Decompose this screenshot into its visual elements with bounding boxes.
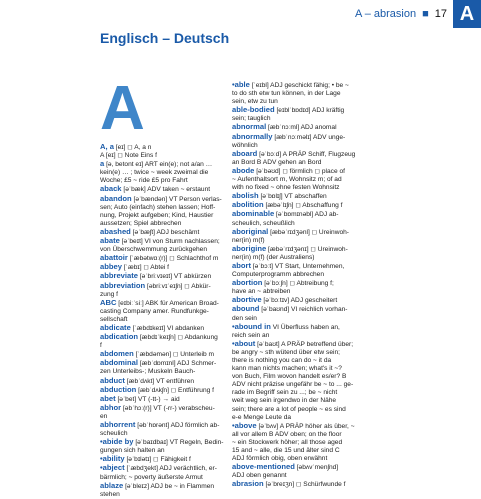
entry-text: casting Company amer. Rundfunkge-: [100, 307, 209, 315]
headword: aboard: [232, 148, 258, 158]
entry-text: Computerprogramm abbrechen: [232, 271, 324, 279]
headword: ABC: [100, 297, 117, 307]
entry-text: [æbəˈrɪdʒənl] ◻ Ureinwoh-: [270, 228, 349, 236]
dictionary-line: [232, 210, 364, 219]
header-separator: ■: [422, 8, 429, 20]
headword: •abound in: [232, 321, 271, 331]
dictionary-line: [232, 245, 364, 254]
headword: abet: [100, 393, 116, 403]
headword: abominable: [232, 209, 275, 219]
headword: •able: [232, 81, 250, 89]
dictionary-line: [232, 340, 364, 349]
dictionary-line: [100, 438, 224, 447]
dictionary-line: [100, 143, 224, 152]
headword: •about: [232, 338, 256, 348]
entry-text: scheulich: [100, 430, 128, 438]
entry-text: VI Überfluss haben an,: [272, 323, 340, 331]
entry-text: ADV nicht präzise ungefähr be ~ to ... ge-: [232, 381, 354, 389]
dictionary-line: [232, 365, 364, 373]
entry-text: to do sth etw tun können, in der Lage: [232, 90, 341, 98]
entry-text: ADJ oben genannt: [232, 472, 287, 480]
headword: A, a: [100, 143, 114, 151]
headword: abolition: [232, 200, 264, 210]
headword: abnormally: [232, 131, 273, 141]
headword: abandon: [100, 193, 132, 203]
headword: abbreviate: [100, 271, 138, 281]
headword: abdominal: [100, 358, 138, 368]
dictionary-line: [232, 439, 364, 447]
entry-text: an Bord B ADV gehen an Bord: [232, 158, 322, 166]
entry-text: [æbəˈlɪʃn] ◻ Abschaffung f: [265, 202, 343, 210]
dictionary-line: [100, 359, 224, 368]
dictionary-line: [232, 373, 364, 381]
dictionary-line: [232, 176, 364, 184]
entry-text: [əˈbleɪz] ADJ be ~ in Flammen: [125, 482, 215, 490]
entry-text: [ˈæbdʒekt] ADJ verächtlich, er-: [126, 465, 217, 473]
entry-text: e-e Menge Leute da: [232, 413, 292, 421]
dictionary-line: [232, 254, 364, 262]
dictionary-line: [232, 381, 364, 389]
headword: abbey: [100, 262, 122, 272]
entry-text: en: [100, 412, 108, 420]
entry-text: [əbˈhɔː(r)] VT (-rr-) verabscheu-: [122, 404, 215, 412]
entry-text: [əˈbɔːd] A PRÄP Schiff, Flugzeug: [259, 150, 356, 158]
entry-text: ADJ förmlich obig, oben erwähnt: [232, 455, 328, 463]
entry-text: [ə, betont eɪ] ART ein(e); not a/an …: [106, 161, 213, 169]
entry-text: [æbˈdɒmɪnl] ADJ Schmer-: [139, 360, 217, 368]
dictionary-line: [232, 305, 364, 314]
headword: abode: [232, 165, 255, 175]
entry-text: Woche; £5 ~ ride £5 pro Fahrt: [100, 177, 188, 185]
headword: abashed: [100, 226, 131, 236]
headword: •above: [232, 420, 257, 430]
headword: abound: [232, 304, 260, 314]
entry-text: [æbˈdʌkʃn] ◻ Entführung f: [138, 386, 214, 394]
headword: aborigine: [232, 243, 267, 253]
headword: abduction: [100, 384, 137, 394]
headword: abdicate: [100, 322, 131, 332]
entry-text: zen Unterleibs-; Muskeln Bauch-: [100, 368, 196, 376]
dictionary-line: [232, 167, 364, 176]
dictionary-line: [232, 463, 364, 472]
entry-text: be angry ~ sth wütend über etw sein;: [232, 348, 340, 356]
dictionary-line: [100, 421, 224, 430]
dictionary-line: [100, 482, 224, 491]
entry-text: ner(in) m(f): [232, 236, 265, 244]
entry-text: [æbˈnɔːməlɪ] ADV unge-: [274, 133, 346, 141]
dictionary-line: [232, 262, 364, 271]
right-column: [232, 81, 364, 490]
dictionary-line: [100, 282, 224, 291]
entry-text: f: [100, 342, 102, 350]
entry-text: stehen: [100, 490, 120, 498]
headword: above-mentioned: [232, 462, 295, 472]
dictionary-line: [100, 491, 224, 499]
page-number: 17: [434, 8, 447, 20]
headword: abate: [100, 236, 120, 246]
entry-text: [eɪbiːˈsiː] ABK für American Broad-: [118, 299, 219, 307]
dictionary-line: [232, 150, 364, 159]
entry-text: kann man nichts machen; what's it ~?: [232, 365, 342, 373]
entry-text: there is nothing you can do ~ it da: [232, 357, 332, 364]
dictionary-line: [100, 212, 224, 220]
dictionary-line: [100, 169, 224, 177]
entry-text: [əbriːvɪˈeɪʃn] ◻ Abkür-: [147, 282, 211, 290]
entry-text: [əˈbaʊnd] VI reichlich vorhan-: [261, 306, 348, 314]
entry-text: [əˈbɔːt] VT Start, Unternehmen,: [252, 262, 345, 270]
entry-text: [əˈbʌv] A PRÄP höher als über, ~: [258, 422, 355, 430]
dictionary-line: [232, 406, 364, 414]
entry-text: [æbəˈrɪdʒənɪ] ◻ Ureinwoh-: [268, 245, 348, 253]
headword: abhorrent: [100, 420, 136, 429]
dictionary-line: [232, 90, 364, 98]
entry-text: [əˈbreɪʒn] ◻ Schürfwunde f: [265, 481, 346, 489]
headword: •abject: [100, 463, 125, 473]
entry-text: von Überschwemmung zurückgehen: [100, 246, 208, 254]
entry-text: aussetzen; Spiel abbrechen: [100, 219, 182, 227]
entry-text: [əˈbæk] ADV taken ~ erstaunt: [123, 186, 211, 194]
dictionary-line: [100, 464, 224, 473]
dictionary-line: [232, 422, 364, 431]
entry-text: [əbˈhɒrənt] ADJ förmlich ab-: [137, 422, 220, 429]
headword: abattoir: [100, 253, 128, 263]
entry-text: [əˈbæʃt] ADJ beschämt: [132, 228, 200, 236]
entry-text: [əˈbet] VT (-tt-) → aid: [117, 395, 180, 403]
dictionary-line: [100, 195, 224, 204]
entry-text: [ˈæbətwɑː(r)] ◻ Schlachthof m: [129, 255, 219, 263]
entry-text: nung, Projekt aufgeben; Kind, Haustier: [100, 211, 214, 219]
dictionary-line: [100, 152, 224, 160]
entry-text: 15 and ~ alle, die 15 und älter sind C: [232, 447, 340, 455]
entry-text: [əˈbaɪdbaɪ] VT Regeln, Bedin-: [135, 439, 224, 447]
entry-text: [əˈbɔːtɪv] ADJ gescheitert: [263, 297, 338, 305]
entry-text: A [eɪ] ◻ Note Eins f: [100, 152, 157, 160]
headword: abnormal: [232, 122, 267, 132]
headword: able-bodied: [232, 105, 275, 115]
dictionary-line: [100, 299, 224, 308]
entry-text: [æbdɪˈkeɪʃn] ◻ Abdankung: [139, 334, 218, 342]
headword: aboriginal: [232, 226, 269, 236]
headword: a: [100, 159, 105, 169]
dictionary-line: [100, 237, 224, 246]
entry-text: [əˈbɔːʃn] ◻ Abtreibung f;: [264, 280, 334, 288]
entry-text: scheulich, scheußlich: [232, 219, 295, 227]
entry-text: kein(e) … ; twice ~ week zweimal die: [100, 169, 209, 177]
headword: abrasion: [232, 479, 264, 489]
entry-text: von Buch, Film wovon handelt es/er? B: [232, 373, 347, 381]
entry-text: all vor allem B ADV oben; on the floor: [232, 430, 342, 438]
dictionary-line: [232, 81, 364, 90]
headword: abort: [232, 260, 251, 270]
dictionary-line: [232, 480, 364, 489]
dictionary-line: [100, 308, 224, 316]
entry-text: [əˈbɒmɪnəbl] ADJ ab-: [276, 211, 339, 219]
dictionary-line: [100, 291, 224, 299]
thumb-index-tab: A: [453, 0, 481, 28]
dictionary-line: [100, 204, 224, 212]
entry-text: sein; there are a lot of people ~ es sind: [232, 405, 346, 413]
headword: abolish: [232, 191, 259, 201]
entry-text: [ˈeɪbl] ADJ geschickt fähig; • be ~: [251, 82, 349, 89]
entry-text: sen; Auto (einfach) stehen lassen; Hoff-: [100, 203, 216, 211]
dictionary-line: [232, 279, 364, 288]
entry-text: reich sein an: [232, 331, 270, 339]
dictionary-line: [100, 333, 224, 342]
big-section-letter: A: [100, 74, 145, 143]
dictionary-line: [100, 160, 224, 169]
entry-text: [ˈæbdɪkeɪt] VI abdanken: [132, 324, 205, 332]
entry-text: gungen sich halten an: [100, 447, 165, 455]
entry-text: [əˈbəʊd] ◻ förmlich ◻ place of: [256, 167, 345, 175]
entry-text: bärmlich; ~ poverty äußerste Armut: [100, 473, 203, 481]
left-column: [100, 143, 224, 499]
running-header: [355, 8, 447, 20]
dictionary-line: [232, 389, 364, 397]
header-range: A – abrasion: [354, 8, 417, 20]
headword: abdication: [100, 332, 138, 342]
dictionary-line: [232, 447, 364, 455]
dictionary-line: [232, 133, 364, 142]
dictionary-line: [232, 106, 364, 115]
headword: abbreviation: [100, 280, 146, 290]
entry-text: [eɪ] ◻ A, a n: [115, 144, 152, 151]
entry-text: [ˈæbdəmən] ◻ Unterleib m: [135, 351, 215, 359]
headword: abhor: [100, 402, 122, 412]
entry-text: ~ Aufenthaltsort m, Wohnsitz m; of ad: [232, 176, 342, 184]
entry-text: sein; tauglich: [232, 115, 271, 123]
entry-text: ~ ein Stockwerk höher; all those aged: [232, 438, 343, 446]
headword: abduct: [100, 375, 125, 385]
entry-text: [əˈbændən] VT Person verlas-: [133, 195, 222, 203]
entry-text: [əˈbeɪt] VI von Sturm nachlassen;: [121, 238, 220, 246]
headword: •abide by: [100, 437, 134, 447]
entry-text: sellschaft: [100, 315, 128, 323]
dictionary-line: [232, 431, 364, 439]
entry-text: zung f: [100, 290, 118, 298]
entry-text: with no fixed ~ ohne festen Wohnsitz: [232, 184, 340, 192]
headword: abortive: [232, 295, 262, 305]
dictionary-line: [232, 349, 364, 357]
entry-text: den sein: [232, 314, 257, 322]
entry-text: rade im Begriff sein zu ...; be ~ nicht: [232, 389, 338, 397]
dictionary-line: [100, 386, 224, 395]
headword: •ability: [100, 454, 125, 464]
entry-text: [æbˈnɔːml] ADJ anomal: [268, 124, 337, 132]
entry-text: [ˈæbɪ] ◻ Abtei f: [123, 264, 169, 272]
headword: aback: [100, 184, 122, 194]
headword: ablaze: [100, 480, 124, 490]
headword: abdomen: [100, 349, 134, 359]
entry-text: ner(in) m(f) (der Australiens): [232, 253, 315, 261]
entry-text: sein, etw zu tun: [232, 98, 278, 106]
section-title: Englisch – Deutsch: [100, 30, 230, 46]
entry-text: [əˈbɒlɪʃ] VT abschaffen: [260, 193, 327, 201]
headword: abortion: [232, 278, 263, 288]
entry-text: [əˈbaʊt] A PRÄP betreffend über;: [257, 340, 354, 348]
entry-text: weit weg sein irgendwo in der Nähe: [232, 397, 337, 405]
dictionary-line: [232, 228, 364, 237]
entry-text: [eɪblˈbɒdɪd] ADJ kräftig: [276, 107, 345, 115]
entry-text: have an ~ abtreiben: [232, 288, 291, 296]
entry-text: [əˈbriːvɪeɪt] VT abkürzen: [139, 273, 212, 281]
entry-text: [əˈbɪlətɪ] ◻ Fähigkeit f: [126, 456, 191, 464]
dictionary-line: [100, 404, 224, 413]
entry-text: wöhnlich: [232, 141, 258, 149]
dictionary-line: [232, 397, 364, 405]
dictionary-line: [232, 323, 364, 332]
entry-text: [æbˈdʌkt] VT entführen: [126, 377, 195, 385]
entry-text: [əbʌvˈmenʃnd]: [296, 464, 339, 472]
dictionary-line: [232, 357, 364, 365]
